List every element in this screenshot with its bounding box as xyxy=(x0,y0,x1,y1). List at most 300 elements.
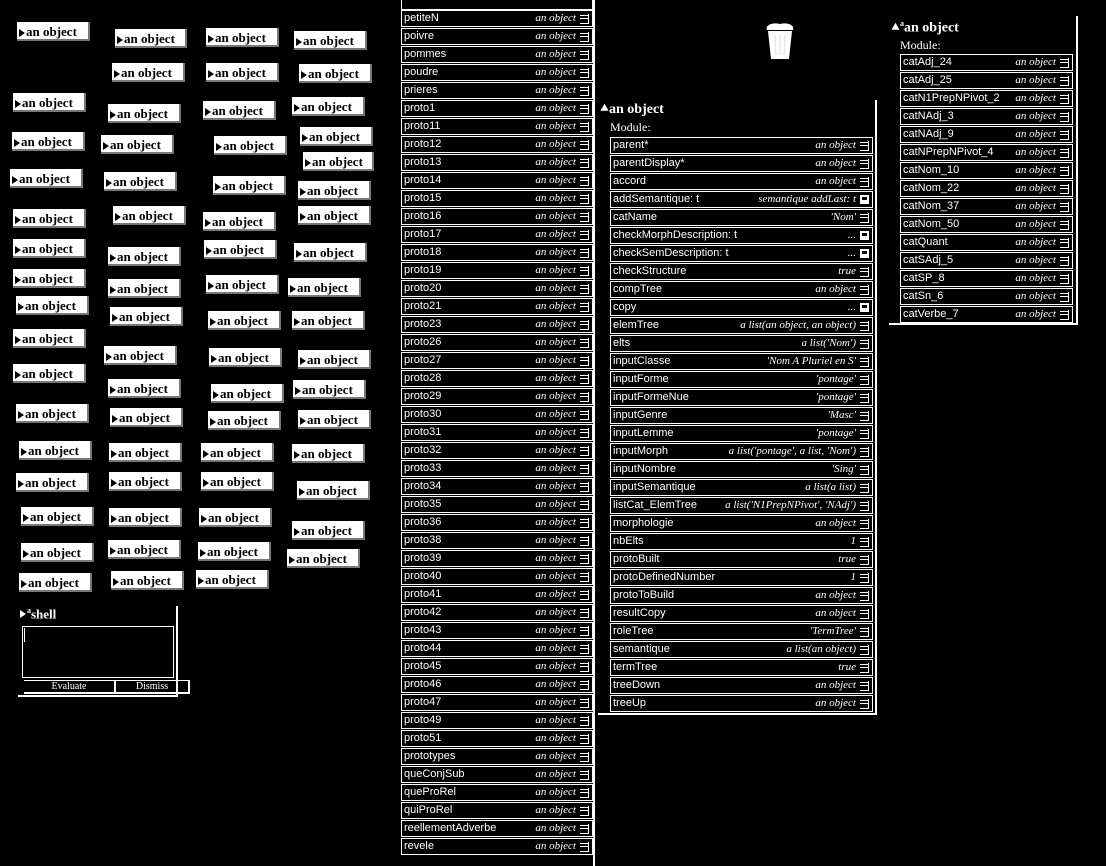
slot-menu-icon[interactable] xyxy=(580,50,589,60)
object-label: an object xyxy=(210,445,261,460)
slot-name: proto38 xyxy=(404,534,442,546)
slot-menu-icon[interactable] xyxy=(580,122,589,132)
slot-row[interactable] xyxy=(610,137,873,154)
slot-row[interactable] xyxy=(401,244,593,261)
slot-menu-icon[interactable] xyxy=(580,68,589,78)
object-outliner-button[interactable] xyxy=(16,296,89,315)
object-outliner-button[interactable] xyxy=(211,384,284,403)
slot-row[interactable] xyxy=(610,497,873,514)
slot-row[interactable] xyxy=(610,623,873,640)
slot-row[interactable] xyxy=(401,532,593,549)
slot-name: proto43 xyxy=(404,624,442,636)
object-outliner-button[interactable] xyxy=(203,212,276,231)
slot-row[interactable] xyxy=(401,154,593,171)
object-outliner-button[interactable] xyxy=(198,542,271,561)
slot-menu-icon[interactable] xyxy=(860,177,869,187)
slot-name: protoToBuild xyxy=(613,589,675,601)
slot-menu-icon[interactable] xyxy=(580,302,589,312)
slot-row[interactable] xyxy=(900,288,1073,305)
slot-menu-icon[interactable] xyxy=(580,536,589,546)
slot-menu-icon[interactable] xyxy=(580,410,589,420)
slot-menu-icon[interactable] xyxy=(580,518,589,528)
object-outliner-button[interactable] xyxy=(108,247,181,266)
slot-menu-icon[interactable] xyxy=(1060,292,1069,302)
object-outliner-button[interactable] xyxy=(110,307,183,326)
slot-menu-icon[interactable] xyxy=(580,176,589,186)
slot-row[interactable] xyxy=(401,640,593,657)
slot-row[interactable] xyxy=(401,370,593,387)
slot-menu-icon[interactable] xyxy=(580,662,589,672)
method-button-icon[interactable] xyxy=(860,231,869,240)
slot-menu-icon[interactable] xyxy=(580,554,589,564)
shell-text-area[interactable] xyxy=(22,626,174,678)
slot-row[interactable] xyxy=(610,605,873,622)
slot-row[interactable] xyxy=(401,730,593,747)
object-outliner-button[interactable] xyxy=(19,441,92,460)
slot-row[interactable] xyxy=(610,443,873,460)
slot-row[interactable] xyxy=(401,298,593,315)
slot-menu-icon[interactable] xyxy=(580,806,589,816)
slot-row[interactable] xyxy=(900,306,1073,323)
slot-row[interactable] xyxy=(610,695,873,712)
slot-row[interactable] xyxy=(401,676,593,693)
slot-menu-icon[interactable] xyxy=(580,824,589,834)
object-label: an object xyxy=(25,475,76,490)
object-outliner-button[interactable] xyxy=(214,136,287,155)
slot-row[interactable] xyxy=(401,550,593,567)
slot-row[interactable] xyxy=(401,28,593,45)
slot-value: an object xyxy=(535,444,576,456)
slot-menu-icon[interactable] xyxy=(580,464,589,474)
object-outliner-button[interactable] xyxy=(300,127,373,146)
slot-menu-icon[interactable] xyxy=(1060,256,1069,266)
object-outliner-button[interactable] xyxy=(213,176,286,195)
object-outliner-button[interactable] xyxy=(21,507,94,526)
object-outliner-button[interactable] xyxy=(203,101,276,120)
slot-menu-icon[interactable] xyxy=(580,104,589,114)
object-outliner-button[interactable] xyxy=(108,379,181,398)
slot-menu-icon[interactable] xyxy=(860,285,869,295)
slot-menu-icon[interactable] xyxy=(580,338,589,348)
slot-menu-icon[interactable] xyxy=(1060,184,1069,194)
slot-menu-icon[interactable] xyxy=(860,411,869,421)
slot-menu-icon[interactable] xyxy=(860,393,869,403)
slot-menu-icon[interactable] xyxy=(1060,202,1069,212)
object-label: an object xyxy=(297,280,348,295)
slot-menu-icon[interactable] xyxy=(580,482,589,492)
object-outliner-button[interactable] xyxy=(13,239,86,258)
slot-menu-icon[interactable] xyxy=(860,339,869,349)
slot-menu-icon[interactable] xyxy=(580,284,589,294)
slot-name: catNAdj_9 xyxy=(903,128,954,140)
slot-menu-icon[interactable] xyxy=(860,213,869,223)
slot-menu-icon[interactable] xyxy=(860,375,869,385)
object-outliner-button[interactable] xyxy=(13,209,86,228)
expand-triangle-icon xyxy=(112,415,118,423)
object-label: an object xyxy=(223,138,274,153)
slot-menu-icon[interactable] xyxy=(580,428,589,438)
object-outliner-button[interactable] xyxy=(292,521,365,540)
slot-name: inputSemantique xyxy=(613,481,696,493)
object-label: an object xyxy=(217,313,268,328)
slot-row[interactable] xyxy=(401,586,593,603)
object-outliner-button[interactable] xyxy=(101,135,174,154)
object-outliner-button[interactable] xyxy=(21,543,94,562)
object-outliner-button[interactable] xyxy=(13,93,86,112)
outliner-title[interactable] xyxy=(600,102,664,118)
object-outliner-button[interactable] xyxy=(206,63,279,82)
slot-menu-icon[interactable] xyxy=(580,842,589,852)
slot-row[interactable] xyxy=(401,784,593,801)
slot-row[interactable] xyxy=(401,712,593,729)
slot-menu-icon[interactable] xyxy=(580,194,589,204)
slot-row[interactable] xyxy=(610,569,873,586)
object-outliner-button[interactable] xyxy=(115,29,187,48)
slot-row[interactable] xyxy=(401,64,593,81)
slot-row[interactable] xyxy=(401,388,593,405)
slot-row[interactable] xyxy=(610,353,873,370)
object-outliner-button[interactable] xyxy=(109,443,182,462)
slot-menu-icon[interactable] xyxy=(860,573,869,583)
object-outliner-button[interactable] xyxy=(288,278,361,297)
slot-menu-icon[interactable] xyxy=(580,590,589,600)
slot-menu-icon[interactable] xyxy=(860,519,869,529)
slot-row[interactable] xyxy=(610,317,873,334)
slot-row[interactable] xyxy=(900,270,1073,287)
slot-name: proto1 xyxy=(404,102,436,114)
slot-row[interactable] xyxy=(610,533,873,550)
object-outliner-button[interactable] xyxy=(201,443,274,462)
dismiss-button[interactable]: Dismiss xyxy=(116,680,190,694)
slot-menu-icon[interactable] xyxy=(580,770,589,780)
slot-menu-icon[interactable] xyxy=(580,158,589,168)
object-outliner-button[interactable] xyxy=(19,573,92,592)
object-outliner-button[interactable] xyxy=(299,64,372,83)
slot-menu-icon[interactable] xyxy=(580,320,589,330)
slot-row[interactable] xyxy=(610,659,873,676)
object-outliner-button[interactable] xyxy=(206,275,279,294)
slot-menu-icon[interactable] xyxy=(580,356,589,366)
slot-name: copy xyxy=(613,301,637,313)
slot-row[interactable] xyxy=(401,352,593,369)
slot-row[interactable] xyxy=(401,460,593,477)
slot-value: an object xyxy=(1015,128,1056,140)
slot-menu-icon[interactable] xyxy=(580,374,589,384)
slot-row[interactable] xyxy=(900,180,1073,197)
slot-row[interactable] xyxy=(401,316,593,333)
object-outliner-button[interactable] xyxy=(201,472,274,491)
slot-row[interactable] xyxy=(610,515,873,532)
slot-menu-icon[interactable] xyxy=(580,572,589,582)
slot-name: reellementAdverbe xyxy=(404,822,497,834)
slot-menu-icon[interactable] xyxy=(860,663,869,673)
slot-menu-icon[interactable] xyxy=(580,626,589,636)
slot-row[interactable] xyxy=(401,262,593,279)
trash-can-icon[interactable] xyxy=(763,22,797,60)
object-outliner-button[interactable] xyxy=(108,104,181,123)
slot-menu-icon[interactable] xyxy=(1060,58,1069,68)
object-outliner-button[interactable] xyxy=(104,346,177,365)
slot-row[interactable] xyxy=(900,54,1073,71)
slot-value: an object xyxy=(815,139,856,151)
slot-menu-icon[interactable] xyxy=(860,501,869,511)
slot-row[interactable] xyxy=(401,208,593,225)
slot-row[interactable] xyxy=(401,748,593,765)
slot-name: proto33 xyxy=(404,462,442,474)
slot-menu-icon[interactable] xyxy=(1060,112,1069,122)
object-outliner-button[interactable] xyxy=(294,31,367,50)
object-outliner-button[interactable] xyxy=(298,206,371,225)
slot-menu-icon[interactable] xyxy=(1060,130,1069,140)
slot-row[interactable] xyxy=(900,162,1073,179)
expand-triangle-icon xyxy=(18,411,24,419)
slot-row[interactable] xyxy=(900,198,1073,215)
method-button-icon[interactable] xyxy=(860,195,869,204)
slot-menu-icon[interactable] xyxy=(1060,94,1069,104)
object-outliner-button[interactable] xyxy=(298,350,371,369)
slot-row[interactable] xyxy=(401,442,593,459)
object-outliner-button[interactable] xyxy=(110,408,183,427)
object-outliner-button[interactable] xyxy=(303,152,374,171)
slot-menu-icon[interactable] xyxy=(860,537,869,547)
slot-menu-icon[interactable] xyxy=(580,680,589,690)
method-button-icon[interactable] xyxy=(860,249,869,258)
slot-row[interactable] xyxy=(610,551,873,568)
object-label: an object xyxy=(119,410,170,425)
object-outliner-button[interactable] xyxy=(208,411,281,430)
slot-menu-icon[interactable] xyxy=(580,248,589,258)
slot-menu-icon[interactable] xyxy=(580,752,589,762)
expand-triangle-icon xyxy=(201,515,207,523)
slot-row[interactable] xyxy=(610,371,873,388)
slot-menu-icon[interactable] xyxy=(580,698,589,708)
slot-row[interactable] xyxy=(401,406,593,423)
slot-row[interactable] xyxy=(401,280,593,297)
slot-menu-icon[interactable] xyxy=(580,500,589,510)
slot-row[interactable] xyxy=(401,10,593,27)
slot-name: catSP_8 xyxy=(903,272,945,284)
slot-row[interactable] xyxy=(401,514,593,531)
slot-row[interactable] xyxy=(401,604,593,621)
slot-menu-icon[interactable] xyxy=(860,645,869,655)
slot-menu-icon[interactable] xyxy=(1060,220,1069,230)
object-label: an object xyxy=(302,382,353,397)
slot-row[interactable] xyxy=(401,622,593,639)
slot-menu-icon[interactable] xyxy=(860,699,869,709)
slot-row[interactable] xyxy=(900,252,1073,269)
slot-row[interactable] xyxy=(900,108,1073,125)
slot-row[interactable] xyxy=(610,173,873,190)
object-outliner-button[interactable] xyxy=(292,444,365,463)
slot-row[interactable] xyxy=(401,118,593,135)
slot-value: an object xyxy=(535,660,576,672)
slot-value: an object xyxy=(815,283,856,295)
slot-menu-icon[interactable] xyxy=(580,788,589,798)
slot-menu-icon[interactable] xyxy=(860,159,869,169)
slot-menu-icon[interactable] xyxy=(580,608,589,618)
slot-row[interactable] xyxy=(610,479,873,496)
slot-menu-icon[interactable] xyxy=(1060,274,1069,284)
slot-row[interactable] xyxy=(900,126,1073,143)
collapse-triangle-icon[interactable] xyxy=(889,22,899,32)
slot-value: 1 xyxy=(850,535,856,547)
slot-row[interactable] xyxy=(610,389,873,406)
slot-row[interactable] xyxy=(900,90,1073,107)
slot-menu-icon[interactable] xyxy=(860,627,869,637)
slot-row[interactable] xyxy=(401,820,593,837)
object-outliner-button[interactable] xyxy=(208,311,281,330)
slot-menu-icon[interactable] xyxy=(580,14,589,24)
slot-row[interactable] xyxy=(401,334,593,351)
object-outliner-button[interactable] xyxy=(108,540,181,559)
slot-menu-icon[interactable] xyxy=(860,465,869,475)
object-outliner-button[interactable] xyxy=(13,329,86,348)
object-outliner-button[interactable] xyxy=(17,22,90,41)
outliner-right-title[interactable] xyxy=(891,19,959,37)
collapse-triangle-icon[interactable] xyxy=(598,104,608,114)
slot-menu-icon[interactable] xyxy=(860,483,869,493)
slot-row[interactable] xyxy=(401,136,593,153)
slot-row[interactable] xyxy=(401,694,593,711)
slot-row[interactable] xyxy=(401,478,593,495)
object-outliner-button[interactable] xyxy=(292,311,365,330)
slot-row[interactable] xyxy=(401,568,593,585)
slot-menu-icon[interactable] xyxy=(860,357,869,367)
slot-row[interactable] xyxy=(401,802,593,819)
slot-row[interactable] xyxy=(401,496,593,513)
evaluate-button[interactable]: Evaluate xyxy=(24,680,116,694)
object-outliner-button[interactable] xyxy=(112,63,185,82)
object-outliner-button[interactable] xyxy=(209,348,282,367)
object-label: an object xyxy=(28,575,79,590)
slot-row[interactable] xyxy=(610,425,873,442)
slot-menu-icon[interactable] xyxy=(580,32,589,42)
slot-row[interactable] xyxy=(401,172,593,189)
expand-triangle-icon xyxy=(294,451,300,459)
object-outliner-button[interactable] xyxy=(13,364,86,383)
slot-menu-icon[interactable] xyxy=(860,429,869,439)
slot-menu-icon[interactable] xyxy=(580,140,589,150)
object-outliner-button[interactable] xyxy=(206,28,279,47)
slot-menu-icon[interactable] xyxy=(580,86,589,96)
slot-menu-icon[interactable] xyxy=(1060,148,1069,158)
slot-row[interactable] xyxy=(401,226,593,243)
slot-menu-icon[interactable] xyxy=(580,734,589,744)
slot-menu-icon[interactable] xyxy=(1060,310,1069,320)
slot-row[interactable] xyxy=(900,72,1073,89)
slot-value: an object xyxy=(535,750,576,762)
slot-row[interactable] xyxy=(401,838,593,855)
slot-menu-icon[interactable] xyxy=(1060,166,1069,176)
method-button-icon[interactable] xyxy=(860,303,869,312)
object-outliner-button[interactable] xyxy=(13,269,86,288)
slot-name: protoBuilt xyxy=(613,553,660,565)
object-outliner-button[interactable] xyxy=(196,570,269,589)
object-outliner-button[interactable] xyxy=(10,169,83,188)
slot-row[interactable] xyxy=(401,424,593,441)
object-outliner-button[interactable] xyxy=(108,279,181,298)
slot-menu-icon[interactable] xyxy=(580,446,589,456)
slot-row[interactable] xyxy=(610,191,873,208)
slot-menu-icon[interactable] xyxy=(860,447,869,457)
object-outliner-button[interactable] xyxy=(292,97,365,116)
slot-row[interactable] xyxy=(401,766,593,783)
object-outliner-button[interactable] xyxy=(109,508,182,527)
slot-menu-icon[interactable] xyxy=(860,141,869,151)
slot-row[interactable] xyxy=(610,587,873,604)
slot-row[interactable] xyxy=(610,461,873,478)
object-outliner-button[interactable] xyxy=(293,380,366,399)
slot-row[interactable] xyxy=(401,46,593,63)
slot-menu-icon[interactable] xyxy=(580,716,589,726)
slot-menu-icon[interactable] xyxy=(860,267,869,277)
object-outliner-button[interactable] xyxy=(297,481,370,500)
slot-row[interactable] xyxy=(401,82,593,99)
object-label: an object xyxy=(213,242,264,257)
slot-menu-icon[interactable] xyxy=(1060,238,1069,248)
slot-name: proto42 xyxy=(404,606,442,618)
object-outliner-button[interactable] xyxy=(16,473,89,492)
object-outliner-button[interactable] xyxy=(16,404,89,423)
object-outliner-button[interactable] xyxy=(287,549,360,568)
slot-row[interactable] xyxy=(900,144,1073,161)
slot-menu-icon[interactable] xyxy=(580,392,589,402)
slot-menu-icon[interactable] xyxy=(860,555,869,565)
slot-row[interactable] xyxy=(401,658,593,675)
slot-name: checkMorphDescription: t xyxy=(613,229,738,241)
slot-row[interactable] xyxy=(610,155,873,172)
slot-row[interactable] xyxy=(610,641,873,658)
object-outliner-button[interactable] xyxy=(204,240,277,259)
list-item-cut[interactable] xyxy=(401,0,593,10)
slot-row[interactable] xyxy=(610,677,873,694)
object-outliner-button[interactable] xyxy=(104,172,177,191)
slot-row[interactable] xyxy=(610,263,873,280)
object-outliner-button[interactable] xyxy=(298,181,371,200)
slot-menu-icon[interactable] xyxy=(580,266,589,276)
slot-menu-icon[interactable] xyxy=(580,212,589,222)
slot-row[interactable] xyxy=(610,245,873,262)
expand-triangle-icon[interactable] xyxy=(20,610,26,618)
object-outliner-button[interactable] xyxy=(294,243,367,262)
slot-menu-icon[interactable] xyxy=(580,230,589,240)
slot-menu-icon[interactable] xyxy=(860,591,869,601)
shell-title[interactable] xyxy=(20,606,56,622)
object-outliner-button[interactable] xyxy=(199,508,272,527)
slot-menu-icon[interactable] xyxy=(860,681,869,691)
slot-row[interactable] xyxy=(900,234,1073,251)
slot-menu-icon[interactable] xyxy=(1060,76,1069,86)
slot-menu-icon[interactable] xyxy=(860,321,869,331)
slot-row[interactable] xyxy=(610,209,873,226)
slot-menu-icon[interactable] xyxy=(580,644,589,654)
object-outliner-button[interactable] xyxy=(109,472,182,491)
slot-row[interactable] xyxy=(610,335,873,352)
slot-row[interactable] xyxy=(610,407,873,424)
object-label: an object xyxy=(120,573,171,588)
object-outliner-button[interactable] xyxy=(111,571,184,590)
slot-row[interactable] xyxy=(401,190,593,207)
object-outliner-button[interactable] xyxy=(113,206,186,225)
object-outliner-button[interactable] xyxy=(12,132,85,151)
slot-row[interactable] xyxy=(610,281,873,298)
slot-row[interactable] xyxy=(401,100,593,117)
object-outliner-button[interactable] xyxy=(298,410,371,429)
slot-row[interactable] xyxy=(610,227,873,244)
slot-row[interactable] xyxy=(610,299,873,316)
slot-row[interactable] xyxy=(900,216,1073,233)
slot-menu-icon[interactable] xyxy=(860,609,869,619)
